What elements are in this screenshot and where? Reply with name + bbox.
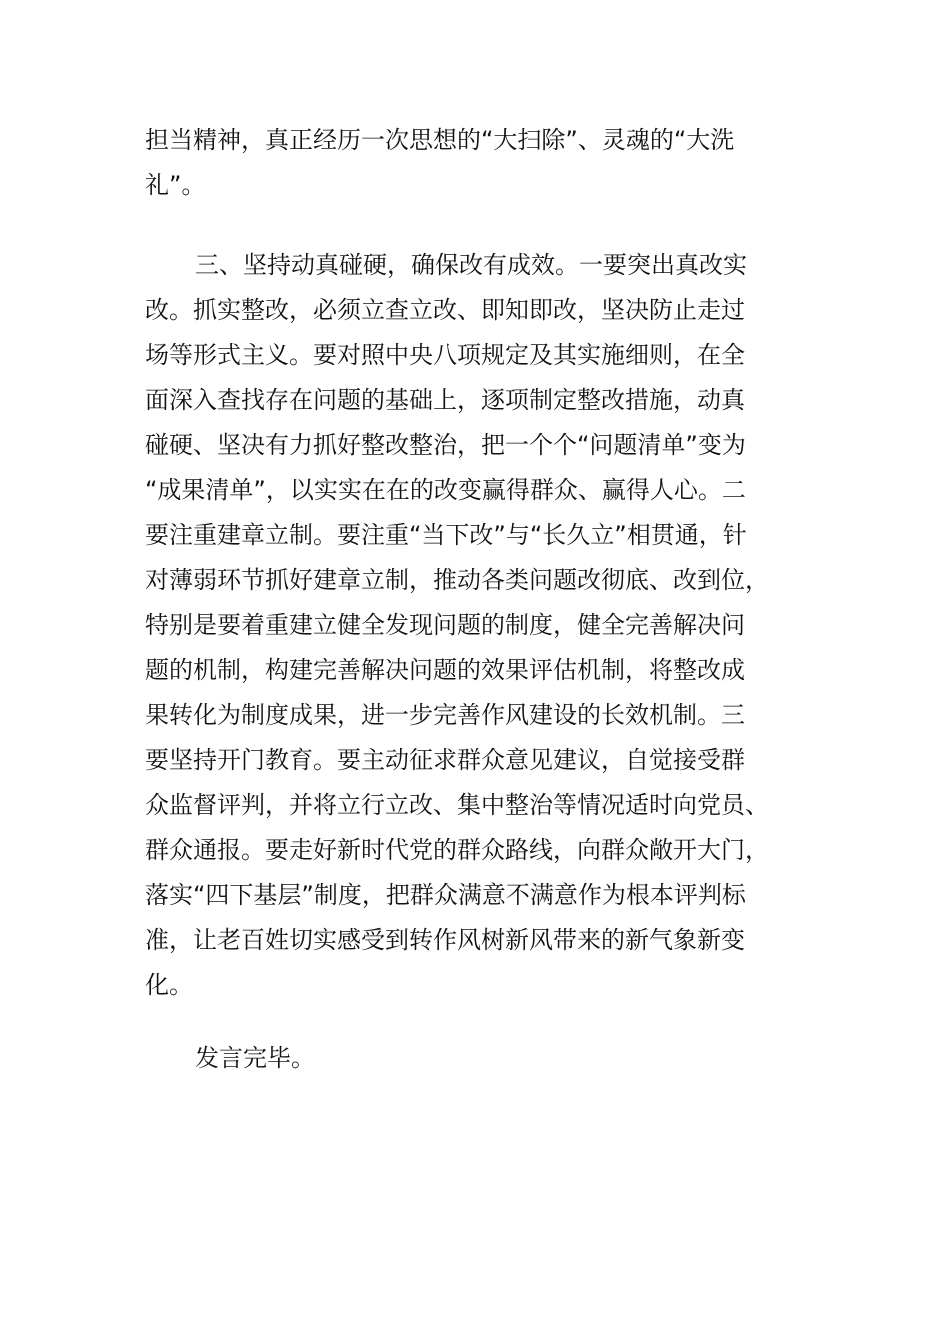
text-line: 礼”。 <box>145 171 206 199</box>
text-line: 准，让老百姓切实感受到转作风树新风带来的新气象新变 <box>145 926 745 954</box>
text-line: 面深入查找存在问题的基础上，逐项制定整改措施，动真 <box>145 386 745 414</box>
text-line: 群众通报。要走好新时代党的群众路线，向群众敞开大门， <box>145 836 769 864</box>
text-line: “成果清单”，以实实在在的改变赢得群众、赢得人心。二 <box>145 476 746 504</box>
text-line: 对薄弱环节抓好建章立制，推动各类问题改彻底、改到位， <box>145 566 769 594</box>
text-line: 担当精神，真正经历一次思想的“大扫除”、灵魂的“大洗 <box>145 126 735 154</box>
text-line: 要注重建章立制。要注重“当下改”与“长久立”相贯通，针 <box>145 521 747 549</box>
paragraph-continuation <box>145 118 825 208</box>
paragraph-section-three <box>145 243 825 1008</box>
text-line: 场等形式主义。要对照中央八项规定及其实施细则，在全 <box>145 341 745 369</box>
text-line: 三、坚持动真碰硬，确保改有成效。一要突出真改实 <box>195 251 747 279</box>
text-line: 果转化为制度成果，进一步完善作风建设的长效机制。三 <box>145 701 745 729</box>
text-line: 众监督评判，并将立行立改、集中整治等情况适时向党员、 <box>145 791 769 819</box>
text-line: 碰硬、坚决有力抓好整改整治，把一个个“问题清单”变为 <box>145 431 746 459</box>
text-line: 改。抓实整改，必须立查立改、即知即改，坚决防止走过 <box>145 296 745 324</box>
text-line: 特别是要着重建立健全发现问题的制度，健全完善解决问 <box>145 611 745 639</box>
text-line: 化。 <box>145 971 193 999</box>
text-line: 题的机制，构建完善解决问题的效果评估机制，将整改成 <box>145 656 745 684</box>
text-line: 落实“四下基层”制度，把群众满意不满意作为根本评判标 <box>145 881 746 909</box>
text-line: 要坚持开门教育。要主动征求群众意见建议，自觉接受群 <box>145 746 745 774</box>
text-line: 发言完毕。 <box>195 1044 315 1072</box>
paragraph-closing <box>145 1036 825 1081</box>
